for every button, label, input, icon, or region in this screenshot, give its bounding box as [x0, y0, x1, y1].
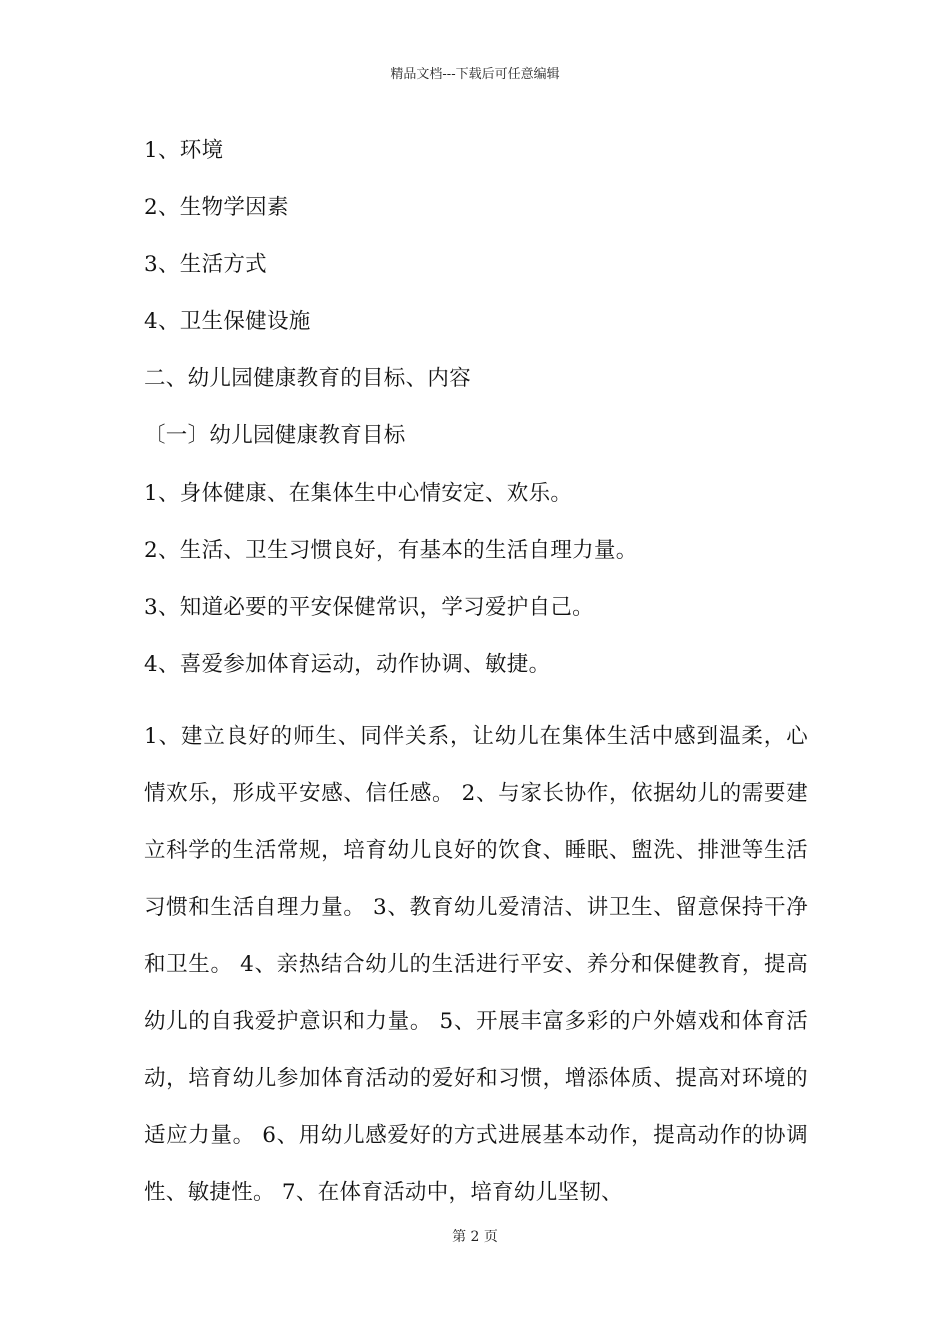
content-paragraph: 1、建立良好的师生、同伴关系，让幼儿在集体生活中感到温柔，心情欢乐，形成平安感、信任感。 2、与家长协作，依据幼儿的需要建立科学的生活常规，培育幼儿良好的饮食、睡眠、盥洗、排泄等生活习惯和生活自理力量。 3、教育幼儿爱清洁、讲卫生、留意保持干净和卫生。 4、亲热结合幼儿的生活进行平安、养分和保健教育，提高幼儿的自我爱护意识和力量。 5、开展丰富多彩的户外嬉戏和体育活动，培育幼儿参加体育活动的爱好和习惯，增添体质、提高对环境的适应力量。 6、用幼儿感爱好的方式进展基本动作，提高动作的协调性、敏捷性。 7、在体育活动中，培育幼儿坚韧、 [144, 724, 808, 1205]
goal-item-4: 4、喜爱参加体育运动，动作协调、敏捷。 [144, 652, 551, 677]
section-heading-goals-content: 二、幼儿园健康教育的目标、内容 [144, 366, 472, 391]
page-number: 第 2 页 [452, 1229, 498, 1245]
list-item-health-facilities: 4、卫生保健设施 [144, 309, 311, 334]
list-item-lifestyle: 3、生活方式 [144, 252, 267, 277]
goal-item-2: 2、生活、卫生习惯良好，有基本的生活自理力量。 [144, 538, 638, 563]
goal-item-1: 1、身体健康、在集体生中心情安定、欢乐。 [144, 481, 573, 506]
subsection-heading-goals: 〔一〕幼儿园健康教育目标 [144, 423, 406, 448]
goal-item-3: 3、知道必要的平安保健常识，学习爱护自己。 [144, 595, 594, 620]
list-item-biological-factors: 2、生物学因素 [144, 195, 289, 220]
list-item-environment: 1、环境 [144, 138, 224, 163]
page-header: 精品文档---下载后可任意编辑 [390, 67, 560, 82]
